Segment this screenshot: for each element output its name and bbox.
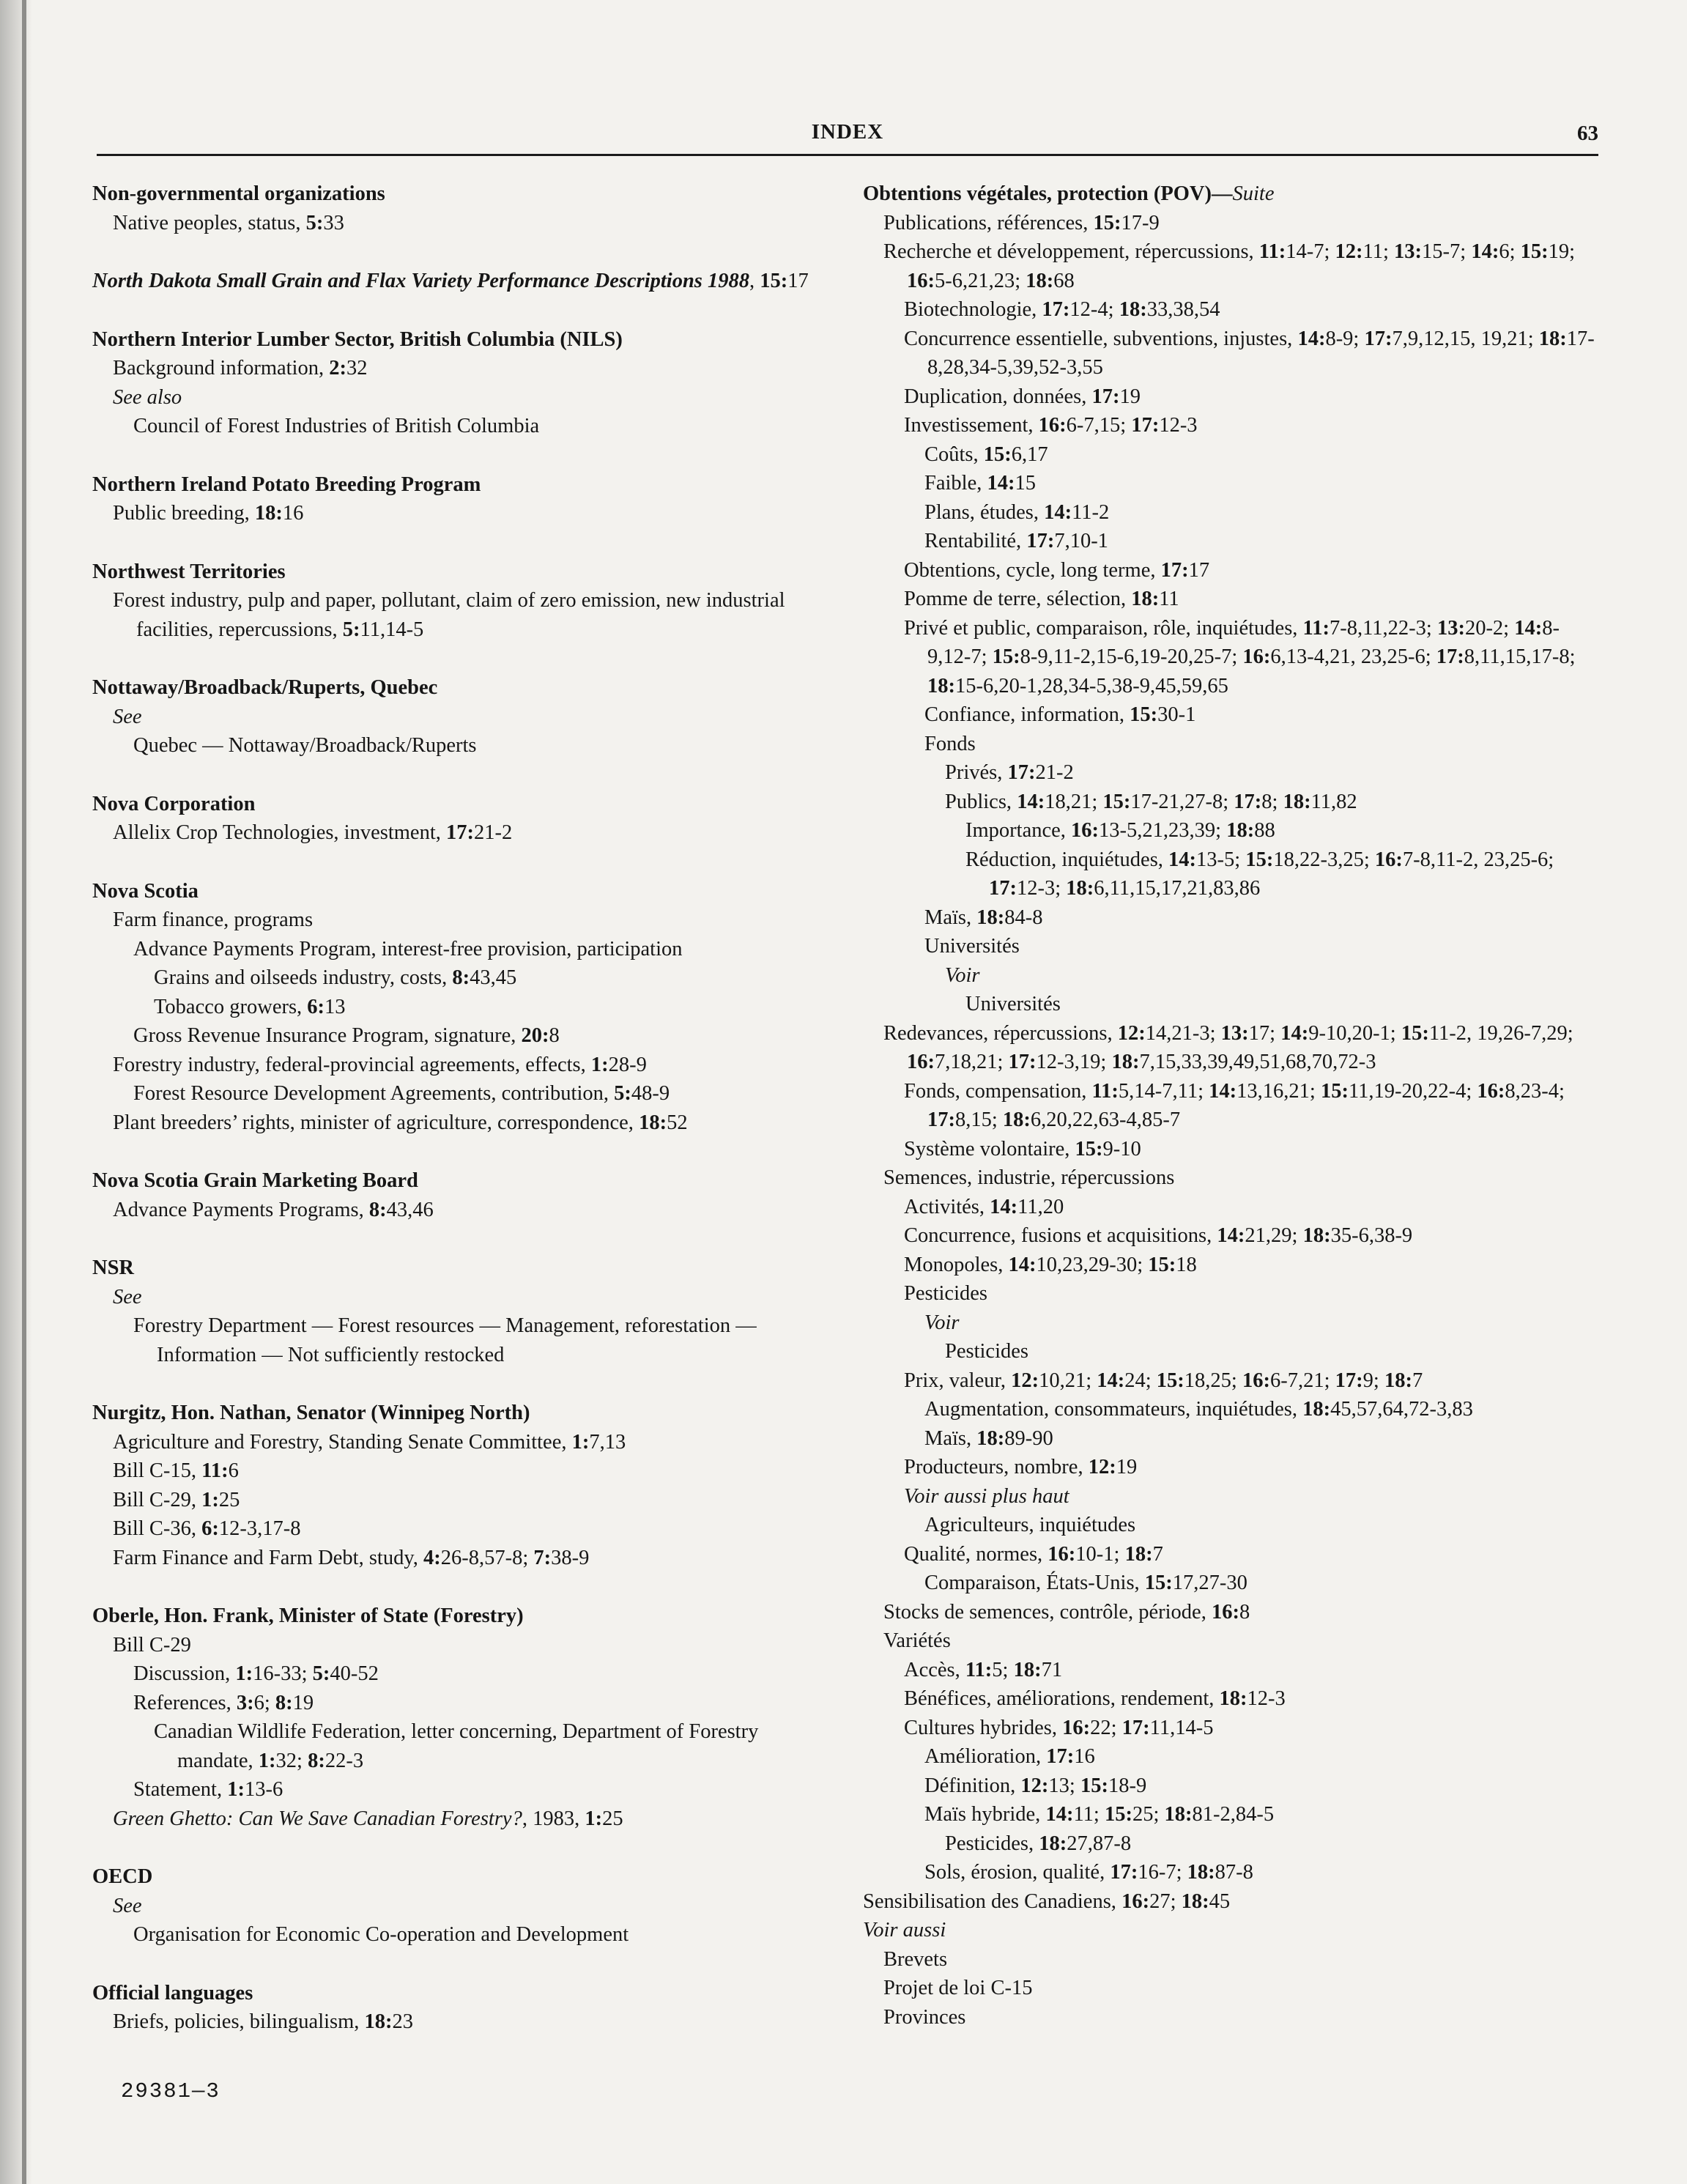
index-entry <box>92 325 825 441</box>
index-subentry: Cultures hybrides, 16:22; 17:11,14-5 <box>904 1716 1214 1739</box>
index-entry <box>92 1254 825 1369</box>
index-subentry: Forestry Department — Forest resources — Management, reforestation — Information — Not sufficiently restocked <box>133 1314 757 1366</box>
index-subentry: Pesticides <box>904 1282 987 1305</box>
index-subentry: Advance Payments Program, interest-free provision, participation <box>133 937 683 960</box>
heading-text: Obtentions végétales, protection (POV)— <box>863 182 1233 205</box>
index-subentry: Agriculteurs, inquiétudes <box>924 1514 1136 1536</box>
cross-reference-label: See <box>113 705 142 728</box>
page-binding-edge <box>0 0 32 2184</box>
index-heading: Oberle, Hon. Frank, Minister of State (Forestry) <box>92 1604 524 1627</box>
index-subentry: Obtentions, cycle, long terme, 17:17 <box>904 558 1210 582</box>
index-subentry: Confiance, information, 15:30-1 <box>924 703 1196 726</box>
index-subentry: Forestry industry, federal-provincial agreements, effects, 1:28-9 <box>113 1053 647 1076</box>
index-subentry: Brevets <box>883 1947 948 1971</box>
index-subentry: Semences, industrie, répercussions <box>883 1166 1175 1189</box>
index-subentry: Comparaison, États-Unis, 15:17,27-30 <box>924 1572 1247 1594</box>
index-subentry: Concurrence essentielle, subventions, injustes, 14:8-9; 17:7,9,12,15, 19,21; 18:17-8,28,34-5,39,52-3,55 <box>904 327 1595 379</box>
index-heading: Nova Scotia Grain Marketing Board <box>92 1169 418 1192</box>
index-entry <box>92 1166 825 1224</box>
publication-title: Green Ghetto: Can We Save Canadian Forestry? <box>113 1807 522 1830</box>
index-heading: Nurgitz, Hon. Nathan, Senator (Winnipeg North) <box>92 1402 530 1424</box>
index-subentry: Coûts, 15:6,17 <box>924 443 1048 466</box>
cross-reference-label: See <box>113 1285 142 1308</box>
index-subentry: Définition, 12:13; 15:18-9 <box>924 1774 1147 1797</box>
index-entry <box>92 267 825 296</box>
index-subentry: Allelix Crop Technologies, investment, 17:21-2 <box>113 821 513 844</box>
index-subentry: Faible, 14:15 <box>924 472 1036 495</box>
cross-reference-label: Voir <box>924 1311 960 1334</box>
index-subentry: Plans, études, 14:11-2 <box>924 500 1110 524</box>
index-subentry: Duplication, données, 17:19 <box>904 385 1141 408</box>
publication-reference: , 1983, 1:25 <box>522 1807 623 1830</box>
index-subentry: Quebec — Nottaway/Broadback/Ruperts <box>133 734 477 757</box>
index-subentry: Farm finance, programs <box>113 908 314 931</box>
cross-reference-label: See also <box>113 385 182 409</box>
index-heading: Nova Scotia <box>92 879 199 903</box>
index-subentry: Agriculture and Forestry, Standing Senate Committee, 1:7,13 <box>113 1430 626 1454</box>
index-entry <box>92 790 825 848</box>
index-subentry: Publics, 14:18,21; 15:17-21,27-8; 17:8; 18:11,82 <box>945 790 1357 813</box>
index-subentry: Maïs, 18:84-8 <box>924 906 1043 929</box>
index-subentry: Stocks de semences, contrôle, période, 16:8 <box>883 1600 1250 1624</box>
index-entry <box>92 558 825 645</box>
cross-reference-label: See <box>113 1894 142 1917</box>
index-subentry: Council of Forest Industries of British Columbia <box>133 415 540 437</box>
index-subentry: Bill C-29 <box>113 1633 191 1656</box>
page-title: INDEX <box>811 120 884 144</box>
index-entry <box>92 179 825 237</box>
index-heading: Nova Corporation <box>92 792 256 815</box>
index-subentry: Bénéfices, améliorations, rendement, 18:12-3 <box>904 1687 1286 1710</box>
index-entry <box>92 1602 825 1833</box>
index-subentry: Réduction, inquiétudes, 14:13-5; 15:18,22-3,25; 16:7-8,11-2, 23,25-6; 17:12-3; 18:6,11,15,17,21,83,86 <box>965 848 1554 900</box>
index-subentry: Privés, 17:21-2 <box>945 761 1074 784</box>
index-subentry: Advance Payments Programs, 8:43,46 <box>113 1198 434 1221</box>
index-subentry: Provinces <box>883 2005 966 2029</box>
index-subentry: Publications, références, 15:17-9 <box>883 211 1160 234</box>
index-subentry: Privé et public, comparaison, rôle, inquiétudes, 11:7-8,11,22-3; 13:20-2; 14:8-9,12-7; 15:8-9,11-2,15-6,19-20,25-7; 16:6,13-4,21, 23,25-6; 17:8,11,15,17-8; 18:15-6,20-1,28,34-5,38-9,45,59,65 <box>904 616 1576 697</box>
index-entry <box>92 1862 825 1950</box>
index-entry <box>92 470 825 528</box>
publication-entry <box>92 267 825 296</box>
index-subentry: Canadian Wildlife Federation, letter concerning, Department of Forestry mandate, 1:32; 8:22-3 <box>154 1720 759 1772</box>
page-binding-line <box>22 0 26 2184</box>
index-subentry: Sensibilisation des Canadiens, 16:27; 18:45 <box>863 1889 1231 1913</box>
index-column-right <box>863 179 1603 2032</box>
index-subentry: Augmentation, consommateurs, inquiétudes, 18:45,57,64,72-3,83 <box>924 1398 1473 1421</box>
index-subentry: Importance, 16:13-5,21,23,39; 18:88 <box>965 819 1275 842</box>
index-subentry: Producteurs, nombre, 12:19 <box>904 1456 1138 1478</box>
index-entry <box>92 1979 825 2037</box>
index-subentry: Redevances, répercussions, 12:14,21-3; 13:17; 14:9-10,20-1; 15:11-2, 19,26-7,29; 16:7,18,21; 17:12-3,19; 18:7,15,33,39,49,51,68,70,72-3 <box>883 1021 1573 1073</box>
index-subentry: Prix, valeur, 12:10,21; 14:24; 15:18,25; 16:6-7,21; 17:9; 18:7 <box>904 1369 1423 1392</box>
publication-reference: , 15:17 <box>749 270 809 292</box>
running-head <box>97 117 1598 156</box>
index-subentry: Investissement, 16:6-7,15; 17:12-3 <box>904 414 1198 437</box>
index-subentry: Pesticides <box>945 1340 1028 1363</box>
index-subentry: Rentabilité, 17:7,10-1 <box>924 530 1108 552</box>
index-subentry: Pomme de terre, sélection, 18:11 <box>904 588 1179 610</box>
index-subentry: Discussion, 1:16-33; 5:40-52 <box>133 1662 379 1685</box>
index-heading: Nottaway/Broadback/Ruperts, Quebec <box>92 676 438 699</box>
index-subentry: Concurrence, fusions et acquisitions, 14:21,29; 18:35-6,38-9 <box>904 1224 1413 1247</box>
index-heading-continued <box>863 179 1603 209</box>
index-subentry: Recherche et développement, répercussions, 11:14-7; 12:11; 13:15-7; 14:6; 15:19; 16:5-6,21,23; 18:68 <box>883 240 1576 292</box>
index-subentry: Fonds <box>924 732 976 755</box>
index-heading: Non-governmental organizations <box>92 182 385 205</box>
index-subentry: Accès, 11:5; 18:71 <box>904 1658 1063 1681</box>
index-heading: Official languages <box>92 1981 253 2005</box>
index-subentry: Système volontaire, 15:9-10 <box>904 1137 1141 1161</box>
index-subentry: Bill C-36, 6:12-3,17-8 <box>113 1517 301 1540</box>
index-subentry: Farm Finance and Farm Debt, study, 4:26-8,57-8; 7:38-9 <box>113 1546 590 1569</box>
index-heading: OECD <box>92 1865 153 1888</box>
page-number: 63 <box>1577 122 1598 145</box>
index-subentry: Qualité, normes, 16:10-1; 18:7 <box>904 1542 1163 1566</box>
index-heading: Northwest Territories <box>92 560 286 583</box>
index-subentry: Biotechnologie, 17:12-4; 18:33,38,54 <box>904 298 1220 321</box>
index-entry <box>92 1399 825 1572</box>
continued-marker: Suite <box>1232 182 1275 205</box>
index-subentry: Grains and oilseeds industry, costs, 8:43,45 <box>154 966 517 989</box>
index-subentry: Background information, 2:32 <box>113 357 368 380</box>
index-subentry: Organisation for Economic Co-operation and Development <box>133 1923 629 1946</box>
index-subentry: Maïs hybride, 14:11; 15:25; 18:81-2,84-5 <box>924 1803 1275 1826</box>
index-subentry: Native peoples, status, 5:33 <box>113 211 344 234</box>
index-subentry: Bill C-29, 1:25 <box>113 1488 240 1511</box>
index-subentry: Gross Revenue Insurance Program, signature, 20:8 <box>133 1024 560 1047</box>
index-subentry: Universités <box>924 935 1020 958</box>
index-subentry: Pesticides, 18:27,87-8 <box>945 1832 1132 1855</box>
index-entry <box>92 673 825 760</box>
index-column-left <box>92 179 825 2037</box>
index-subentry: Forest industry, pulp and paper, pollutant, claim of zero emission, new industrial facilities, repercussions, 5:11,14-5 <box>113 589 785 641</box>
index-subentry: Projet de loi C-15 <box>883 1977 1033 1999</box>
index-subentry: Activités, 14:11,20 <box>904 1195 1064 1218</box>
index-subentry: Tobacco growers, 6:13 <box>154 995 346 1018</box>
cross-reference-label: Voir aussi plus haut <box>904 1484 1069 1508</box>
print-signature-code: 29381—3 <box>121 2079 220 2103</box>
index-heading: NSR <box>92 1256 135 1279</box>
publication-entry <box>113 1804 825 1834</box>
index-subentry: Sols, érosion, qualité, 17:16-7; 18:87-8 <box>924 1861 1253 1884</box>
index-subentry: Monopoles, 14:10,23,29-30; 15:18 <box>904 1253 1197 1276</box>
index-subentry: Variétés <box>883 1629 951 1652</box>
publication-title: North Dakota Small Grain and Flax Variety Performance Descriptions 1988 <box>92 270 750 292</box>
index-heading: Northern Ireland Potato Breeding Program <box>92 473 481 496</box>
index-subentry: References, 3:6; 8:19 <box>133 1691 314 1714</box>
cross-reference-label: Voir aussi <box>863 1919 946 1941</box>
index-subentry: Bill C-15, 11:6 <box>113 1459 239 1482</box>
index-subentry: Briefs, policies, bilingualism, 18:23 <box>113 2010 414 2033</box>
index-subentry: Public breeding, 18:16 <box>113 502 304 525</box>
index-subentry: Amélioration, 17:16 <box>924 1745 1095 1768</box>
index-subentry: Statement, 1:13-6 <box>133 1778 283 1801</box>
cross-reference-label: Voir <box>945 963 980 987</box>
index-heading: Northern Interior Lumber Sector, British Columbia (NILS) <box>92 327 623 351</box>
index-subentry: Plant breeders’ rights, minister of agriculture, correspondence, 18:52 <box>113 1111 688 1134</box>
index-entry <box>863 179 1603 2032</box>
index-subentry: Forest Resource Development Agreements, contribution, 5:48-9 <box>133 1082 670 1105</box>
index-subentry: Universités <box>965 993 1061 1015</box>
index-subentry: Fonds, compensation, 11:5,14-7,11; 14:13,16,21; 15:11,19-20,22-4; 16:8,23-4; 17:8,15; 18:6,20,22,63-4,85-7 <box>904 1079 1565 1131</box>
index-subentry: Maïs, 18:89-90 <box>924 1426 1053 1450</box>
index-entry <box>92 877 825 1138</box>
